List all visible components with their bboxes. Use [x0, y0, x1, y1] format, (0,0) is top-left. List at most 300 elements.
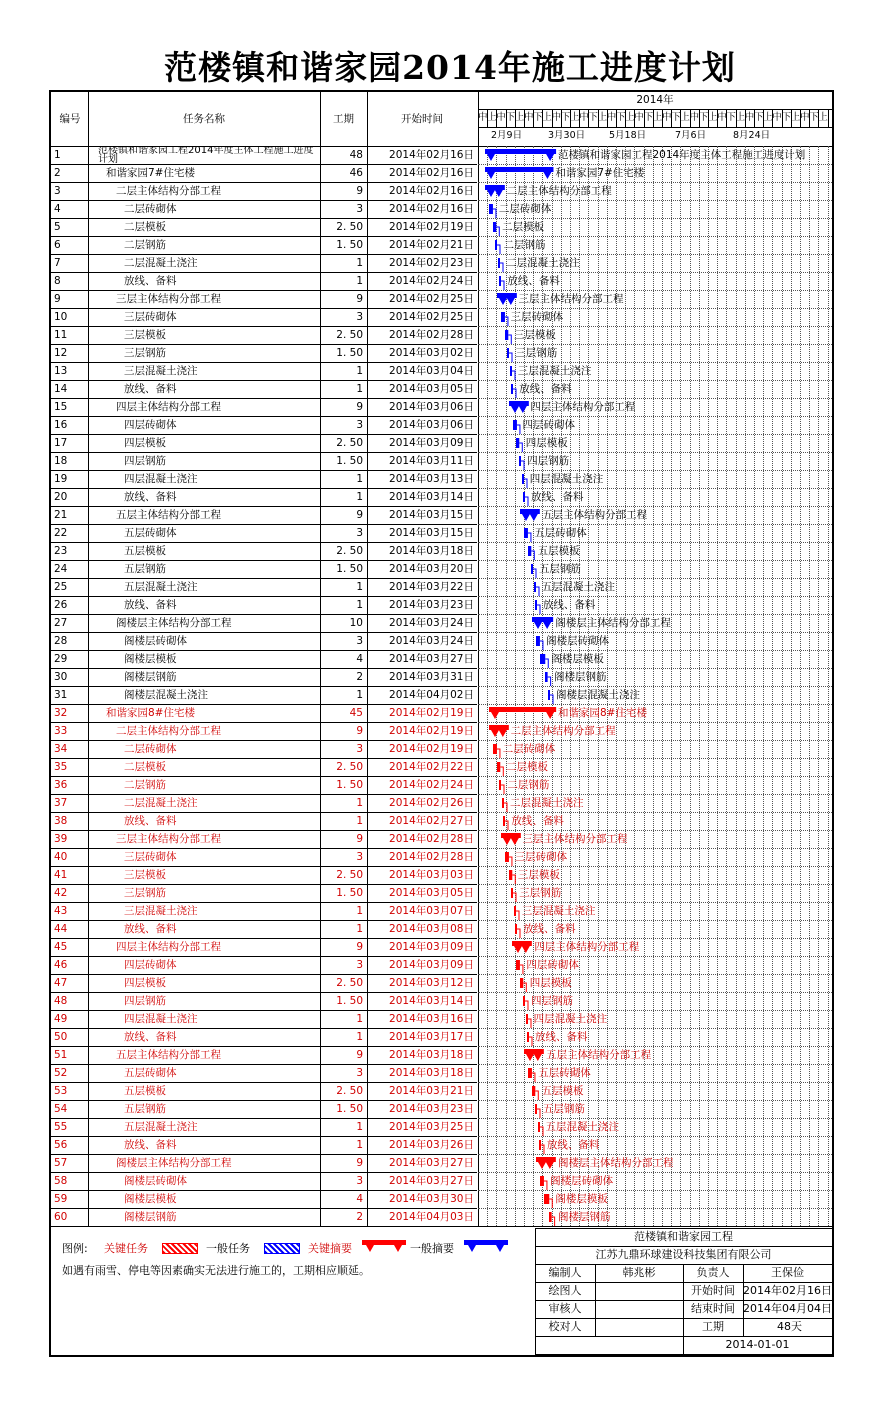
task-start: 2014年02月28日 — [389, 833, 474, 845]
gantt-task-bar — [541, 668, 552, 686]
legend-normal-task-swatch — [264, 1243, 300, 1254]
task-id: 40 — [54, 851, 68, 863]
task-name: 五层砖砌体 — [124, 1067, 177, 1079]
gantt-bar-label: 二层砖砌体 — [502, 743, 556, 755]
task-duration: 1 — [356, 473, 363, 485]
task-name: 四层混凝土浇注 — [124, 473, 198, 485]
gantt-bar-label: 三层模板 — [513, 329, 556, 341]
task-start: 2014年03月02日 — [389, 347, 474, 359]
task-id: 17 — [54, 437, 68, 449]
task-duration: 46 — [349, 167, 363, 179]
task-id: 39 — [54, 833, 68, 845]
task-start: 2014年04月02日 — [389, 689, 474, 701]
task-start: 2014年03月22日 — [389, 581, 474, 593]
gantt-bar-label: 二层主体结构分部工程 — [510, 725, 616, 737]
gantt-summary-bar — [489, 722, 509, 740]
info-row-line — [535, 1354, 832, 1355]
gantt-bar-label: 放线、备料 — [531, 491, 584, 503]
task-start: 2014年03月23日 — [389, 1103, 474, 1115]
legend-note: 如遇有雨雪、停电等因素确实无法进行施工的，工期相应顺延。 — [62, 1264, 370, 1277]
task-id: 56 — [54, 1139, 68, 1151]
gantt-bar-label: 五层钢筋 — [542, 1103, 585, 1115]
gantt-bar-label: 阁楼层模板 — [555, 1193, 608, 1205]
timeline-grid-row — [478, 1190, 832, 1191]
gantt-task-bar — [501, 848, 513, 866]
page-title: 范楼镇和谐家园2014年施工进度计划 — [164, 48, 736, 87]
task-duration: 1 — [356, 275, 363, 287]
task-start: 2014年03月18日 — [389, 545, 474, 557]
task-name: 阁楼层模板 — [124, 653, 177, 665]
task-id: 2 — [54, 167, 61, 179]
task-name: 阁楼层砖砌体 — [124, 635, 187, 647]
gantt-bar-label: 放线、备料 — [542, 599, 596, 611]
task-name: 和谐家园8#住宅楼 — [106, 707, 195, 719]
task-start: 2014年02月16日 — [389, 203, 474, 215]
task-id: 20 — [54, 491, 68, 503]
gantt-task-bar — [530, 578, 540, 596]
col-header-start: 开始时间 — [401, 113, 443, 125]
timeline-grid-row — [478, 1172, 832, 1173]
task-name: 二层主体结构分部工程 — [116, 185, 221, 197]
task-name: 二层混凝土浇注 — [124, 797, 198, 809]
info-project: 范楼镇和谐家园工程 — [634, 1230, 733, 1243]
gantt-bar-label: 三层砖砌体 — [514, 851, 568, 863]
task-start: 2014年03月20日 — [389, 563, 474, 575]
task-id: 14 — [54, 383, 68, 395]
task-duration: 1 — [356, 581, 363, 593]
gantt-bar-label: 阁楼层砖砌体 — [546, 635, 610, 647]
task-id: 4 — [54, 203, 61, 215]
gantt-task-bar — [511, 920, 521, 938]
task-name: 阁楼层模板 — [124, 1193, 177, 1205]
task-duration: 2. 50 — [336, 869, 363, 881]
task-start: 2014年03月03日 — [389, 869, 474, 881]
timeline-period-label: 下 — [754, 112, 764, 123]
gantt-task-bar — [510, 902, 520, 920]
gantt-task-bar — [494, 254, 504, 272]
task-name: 放线、备料 — [124, 1031, 177, 1043]
task-start: 2014年03月13日 — [389, 473, 474, 485]
timeline-period-label: 下 — [643, 112, 653, 123]
gantt-task-bar — [518, 470, 528, 488]
gantt-task-bar — [498, 794, 508, 812]
task-name: 范楼镇和谐家园工程2014年度主体工程施工进度计划 — [98, 146, 314, 164]
timeline-date-label: 8月24日 — [733, 130, 771, 141]
info-col-line — [743, 1264, 744, 1336]
task-start: 2014年03月05日 — [389, 887, 474, 899]
task-start: 2014年02月16日 — [389, 149, 474, 161]
gantt-task-bar — [489, 218, 500, 236]
task-duration: 3 — [356, 311, 363, 323]
gantt-bar-label: 五层模板 — [541, 1085, 584, 1097]
task-name: 放线、备料 — [124, 923, 177, 935]
gantt-task-bar — [493, 758, 504, 776]
timeline-period-label: 下 — [588, 112, 598, 123]
task-name: 四层砖砌体 — [124, 959, 177, 971]
task-name: 五层钢筋 — [124, 1103, 166, 1115]
task-id: 21 — [54, 509, 68, 521]
task-name: 三层混凝土浇注 — [124, 905, 198, 917]
timeline-period-divider — [828, 109, 829, 127]
task-duration: 2. 50 — [336, 1085, 363, 1097]
gantt-task-bar — [503, 344, 513, 362]
gantt-bar-label: 四层砖砌体 — [526, 959, 579, 971]
task-duration: 2. 50 — [336, 437, 363, 449]
gantt-task-bar — [491, 236, 501, 254]
task-start: 2014年02月27日 — [389, 815, 474, 827]
gantt-task-bar — [495, 272, 505, 290]
task-duration: 9 — [356, 1157, 363, 1169]
task-duration: 3 — [356, 851, 363, 863]
task-name: 五层钢筋 — [124, 563, 166, 575]
gantt-bar-label: 阁楼层砖砌体 — [550, 1175, 614, 1187]
task-id: 25 — [54, 581, 68, 593]
task-id: 51 — [54, 1049, 68, 1061]
task-name: 三层主体结构分部工程 — [116, 833, 221, 845]
task-id: 13 — [54, 365, 68, 377]
task-duration: 2 — [356, 671, 363, 683]
timeline-period-line — [478, 127, 832, 128]
task-id: 57 — [54, 1157, 68, 1169]
gantt-bar-label: 二层混凝土浇注 — [506, 257, 580, 269]
legend-normal-summary-label: 一般摘要 — [410, 1242, 454, 1255]
task-start: 2014年03月12日 — [389, 977, 474, 989]
task-name: 放线、备料 — [124, 275, 177, 287]
task-start: 2014年03月16日 — [389, 1013, 474, 1025]
task-duration: 3 — [356, 959, 363, 971]
task-duration: 9 — [356, 509, 363, 521]
task-duration: 4 — [356, 653, 363, 665]
info-editor: 韩兆彬 — [622, 1266, 656, 1279]
gantt-bar-label: 三层模板 — [517, 869, 560, 881]
task-name: 和谐家园7#住宅楼 — [106, 167, 195, 179]
gantt-task-bar — [520, 524, 532, 542]
task-id: 28 — [54, 635, 68, 647]
task-name: 五层混凝土浇注 — [124, 581, 198, 593]
info-row-line — [535, 1246, 832, 1247]
timeline-period-label: 上 — [487, 112, 497, 123]
gantt-bar-label: 五层主体结构分部工程 — [546, 1049, 652, 1061]
task-start: 2014年03月14日 — [389, 491, 474, 503]
task-start: 2014年03月30日 — [389, 1193, 474, 1205]
task-name: 阁楼层钢筋 — [124, 671, 177, 683]
task-start: 2014年03月15日 — [389, 509, 474, 521]
task-id: 54 — [54, 1103, 68, 1115]
timeline-period-label: 下 — [726, 112, 736, 123]
task-id: 44 — [54, 923, 68, 935]
task-name: 放线、备料 — [124, 1139, 177, 1151]
task-id: 22 — [54, 527, 68, 539]
task-id: 26 — [54, 599, 68, 611]
timeline-period-label: 下 — [671, 112, 681, 123]
timeline-period-label: 中 — [579, 112, 589, 123]
task-duration: 2. 50 — [336, 329, 363, 341]
task-start: 2014年02月25日 — [389, 311, 474, 323]
task-name: 三层钢筋 — [124, 347, 166, 359]
task-name: 四层钢筋 — [124, 455, 166, 467]
col-header-duration: 工期 — [333, 113, 354, 125]
task-name: 二层模板 — [124, 761, 166, 773]
timeline-period-label: 中 — [634, 112, 644, 123]
task-id: 58 — [54, 1175, 68, 1187]
timeline-grid-row — [478, 632, 832, 633]
gantt-summary-bar — [524, 1046, 544, 1064]
task-duration: 45 — [349, 707, 363, 719]
task-start: 2014年03月23日 — [389, 599, 474, 611]
timeline-period-label: 中 — [524, 112, 534, 123]
task-duration: 1. 50 — [336, 1103, 363, 1115]
task-duration: 9 — [356, 941, 363, 953]
task-name: 三层砖砌体 — [124, 311, 177, 323]
gantt-task-bar — [512, 956, 524, 974]
task-id: 53 — [54, 1085, 68, 1097]
gantt-task-bar — [495, 776, 505, 794]
task-name: 三层钢筋 — [124, 887, 166, 899]
task-name: 四层钢筋 — [124, 995, 166, 1007]
gantt-bar-label: 五层模板 — [537, 545, 580, 557]
task-id: 24 — [54, 563, 68, 575]
task-duration: 1 — [356, 491, 363, 503]
gantt-task-bar — [531, 1100, 541, 1118]
task-name: 三层模板 — [124, 869, 166, 881]
gantt-bar-label: 四层钢筋 — [531, 995, 574, 1007]
task-id: 29 — [54, 653, 68, 665]
task-duration: 1 — [356, 1031, 363, 1043]
task-name: 二层钢筋 — [124, 239, 166, 251]
task-id: 41 — [54, 869, 68, 881]
task-start: 2014年03月09日 — [389, 941, 474, 953]
task-id: 43 — [54, 905, 68, 917]
gantt-bar-label: 三层砖砌体 — [510, 311, 564, 323]
timeline-period-label: 上 — [818, 112, 828, 123]
task-duration: 1 — [356, 1139, 363, 1151]
task-duration: 1. 50 — [336, 455, 363, 467]
gantt-task-bar — [516, 974, 527, 992]
task-id: 59 — [54, 1193, 68, 1205]
gantt-summary-bar — [485, 164, 553, 182]
info-col-line — [683, 1264, 684, 1336]
task-duration: 9 — [356, 293, 363, 305]
task-id: 12 — [54, 347, 68, 359]
gantt-bar-label: 放线、备料 — [507, 275, 560, 287]
timeline-period-label: 上 — [708, 112, 718, 123]
task-name: 三层主体结构分部工程 — [116, 293, 221, 305]
gantt-bar-label: 阁楼层钢筋 — [554, 671, 607, 683]
gantt-summary-bar — [532, 614, 553, 632]
gantt-task-bar — [524, 1064, 536, 1082]
task-id: 19 — [54, 473, 68, 485]
timeline-period-label: 上 — [735, 112, 745, 123]
timeline-period-label: 中 — [478, 112, 488, 123]
gantt-summary-bar — [489, 704, 556, 722]
task-duration: 2. 50 — [336, 977, 363, 989]
task-name: 五层砖砌体 — [124, 527, 177, 539]
task-duration: 3 — [356, 527, 363, 539]
gantt-bar-label: 五层钢筋 — [538, 563, 581, 575]
task-start: 2014年02月28日 — [389, 851, 474, 863]
info-col-line — [595, 1264, 596, 1336]
gantt-task-bar — [515, 452, 525, 470]
gantt-bar-label: 放线、备料 — [535, 1031, 588, 1043]
gantt-bar-label: 五层砖砌体 — [538, 1067, 591, 1079]
legend-critical-summary-label: 关键摘要 — [308, 1242, 352, 1255]
info-duration: 48天 — [777, 1320, 802, 1333]
gantt-bar-label: 四层钢筋 — [527, 455, 570, 467]
gantt-task-bar — [531, 596, 541, 614]
gantt-bar-label: 阁楼层混凝土浇注 — [556, 689, 641, 701]
gantt-task-bar — [536, 1172, 548, 1190]
task-id: 48 — [54, 995, 68, 1007]
timeline-period-label: 中 — [744, 112, 754, 123]
task-name: 五层模板 — [124, 1085, 166, 1097]
task-duration: 9 — [356, 401, 363, 413]
info-company: 江苏九鼎环球建设科技集团有限公司 — [595, 1248, 772, 1261]
gantt-summary-bar — [512, 938, 532, 956]
timeline-period-label: 下 — [505, 112, 515, 123]
task-id: 52 — [54, 1067, 68, 1079]
task-start: 2014年03月31日 — [389, 671, 474, 683]
gantt-summary-bar — [485, 146, 556, 164]
task-start: 2014年03月24日 — [389, 635, 474, 647]
task-start: 2014年03月18日 — [389, 1067, 474, 1079]
task-start: 2014年02月28日 — [389, 329, 474, 341]
task-name: 四层主体结构分部工程 — [116, 941, 221, 953]
task-id: 37 — [54, 797, 68, 809]
gantt-bar-label: 二层钢筋 — [503, 239, 546, 251]
gantt-bar-label: 阁楼层模板 — [551, 653, 604, 665]
gantt-bar-label: 三层混凝土浇注 — [521, 905, 596, 917]
info-col-line — [683, 1336, 684, 1354]
task-id: 3 — [54, 185, 61, 197]
gantt-summary-bar — [501, 830, 521, 848]
gantt-task-bar — [519, 992, 529, 1010]
task-duration: 2. 50 — [336, 761, 363, 773]
gantt-task-bar — [528, 1082, 539, 1100]
gantt-task-bar — [522, 1010, 532, 1028]
gantt-bar-label: 四层主体结构分部工程 — [530, 401, 636, 413]
gantt-bar-label: 四层混凝土浇注 — [533, 1013, 608, 1025]
gantt-summary-bar — [536, 1154, 556, 1172]
timeline-period-label: 中 — [551, 112, 561, 123]
gantt-bar-label: 放线、备料 — [546, 1139, 600, 1151]
gantt-bar-label: 放线、备料 — [511, 815, 564, 827]
task-duration: 2. 50 — [336, 221, 363, 233]
task-duration: 9 — [356, 725, 363, 737]
task-start: 2014年03月07日 — [389, 905, 474, 917]
task-start: 2014年02月19日 — [389, 743, 474, 755]
gantt-task-bar — [519, 488, 529, 506]
task-name: 放线、备料 — [124, 383, 177, 395]
task-name: 阁楼层混凝土浇注 — [124, 689, 208, 701]
gantt-bar-label: 二层钢筋 — [507, 779, 550, 791]
gantt-bar-label: 和谐家园7#住宅楼 — [555, 167, 645, 179]
task-duration: 3 — [356, 1175, 363, 1187]
task-name: 四层砖砌体 — [124, 419, 177, 431]
task-id: 50 — [54, 1031, 68, 1043]
task-id: 47 — [54, 977, 68, 989]
gantt-task-bar — [507, 884, 517, 902]
task-name: 四层模板 — [124, 437, 166, 449]
gantt-task-bar — [544, 686, 554, 704]
task-id: 36 — [54, 779, 68, 791]
grid-bottom-line — [51, 1226, 832, 1227]
task-duration: 3 — [356, 1067, 363, 1079]
timeline-date-label: 2月9日 — [491, 130, 523, 141]
task-start: 2014年04月03日 — [389, 1211, 474, 1223]
timeline-period-label: 上 — [790, 112, 800, 123]
gantt-bar-label: 五层主体结构分部工程 — [542, 509, 648, 521]
info-editor-label: 编制人 — [548, 1266, 582, 1279]
gantt-task-bar — [507, 380, 517, 398]
task-start: 2014年03月06日 — [389, 419, 474, 431]
timeline-period-label: 中 — [606, 112, 616, 123]
task-start: 2014年03月11日 — [389, 455, 474, 467]
timeline-date-label: 3月30日 — [548, 130, 586, 141]
task-duration: 1 — [356, 1121, 363, 1133]
gantt-bar-label: 二层模板 — [502, 221, 545, 233]
gantt-bar-label: 二层砖砌体 — [498, 203, 552, 215]
task-name: 四层主体结构分部工程 — [116, 401, 221, 413]
task-start: 2014年03月21日 — [389, 1085, 474, 1097]
task-duration: 48 — [349, 149, 363, 161]
task-start: 2014年02月24日 — [389, 275, 474, 287]
gantt-bar-label: 四层砖砌体 — [522, 419, 575, 431]
gantt-summary-bar — [485, 182, 505, 200]
task-duration: 1 — [356, 923, 363, 935]
task-id: 33 — [54, 725, 68, 737]
task-duration: 1 — [356, 689, 363, 701]
info-reviewer-label: 审核人 — [548, 1302, 582, 1315]
timeline-period-label: 上 — [542, 112, 552, 123]
gantt-bar-label: 五层砖砌体 — [534, 527, 587, 539]
task-duration: 1 — [356, 797, 363, 809]
timeline-period-label: 上 — [514, 112, 524, 123]
gantt-bar-label: 放线、备料 — [519, 383, 572, 395]
task-name: 五层主体结构分部工程 — [116, 509, 221, 521]
task-duration: 1 — [356, 1013, 363, 1025]
task-id: 45 — [54, 941, 68, 953]
task-id: 55 — [54, 1121, 68, 1133]
legend-normal-task-label: 一般任务 — [206, 1242, 250, 1255]
info-leader-label: 负责人 — [696, 1266, 730, 1279]
gantt-summary-bar — [497, 290, 517, 308]
task-id: 9 — [54, 293, 61, 305]
task-start: 2014年03月26日 — [389, 1139, 474, 1151]
task-duration: 1. 50 — [336, 887, 363, 899]
task-id: 1 — [54, 149, 61, 161]
task-id: 34 — [54, 743, 68, 755]
info-duration-label: 工期 — [702, 1320, 724, 1333]
legend-critical-summary-icon — [362, 1239, 406, 1253]
task-name: 放线、备料 — [124, 815, 177, 827]
gantt-bar-label: 四层模板 — [529, 977, 572, 989]
task-duration: 3 — [356, 419, 363, 431]
task-start: 2014年02月16日 — [389, 167, 474, 179]
column-divider — [88, 91, 89, 1226]
gantt-task-bar — [540, 1190, 553, 1208]
gantt-task-bar — [534, 1118, 544, 1136]
gantt-bar-label: 二层主体结构分部工程 — [506, 185, 612, 197]
timeline-period-label: 下 — [616, 112, 626, 123]
task-start: 2014年02月22日 — [389, 761, 474, 773]
task-start: 2014年03月17日 — [389, 1031, 474, 1043]
timeline-period-label: 中 — [496, 112, 506, 123]
task-duration: 1 — [356, 905, 363, 917]
task-duration: 1. 50 — [336, 239, 363, 251]
gantt-bar-label: 二层混凝土浇注 — [510, 797, 584, 809]
task-start: 2014年03月06日 — [389, 401, 474, 413]
timeline-period-label: 下 — [781, 112, 791, 123]
